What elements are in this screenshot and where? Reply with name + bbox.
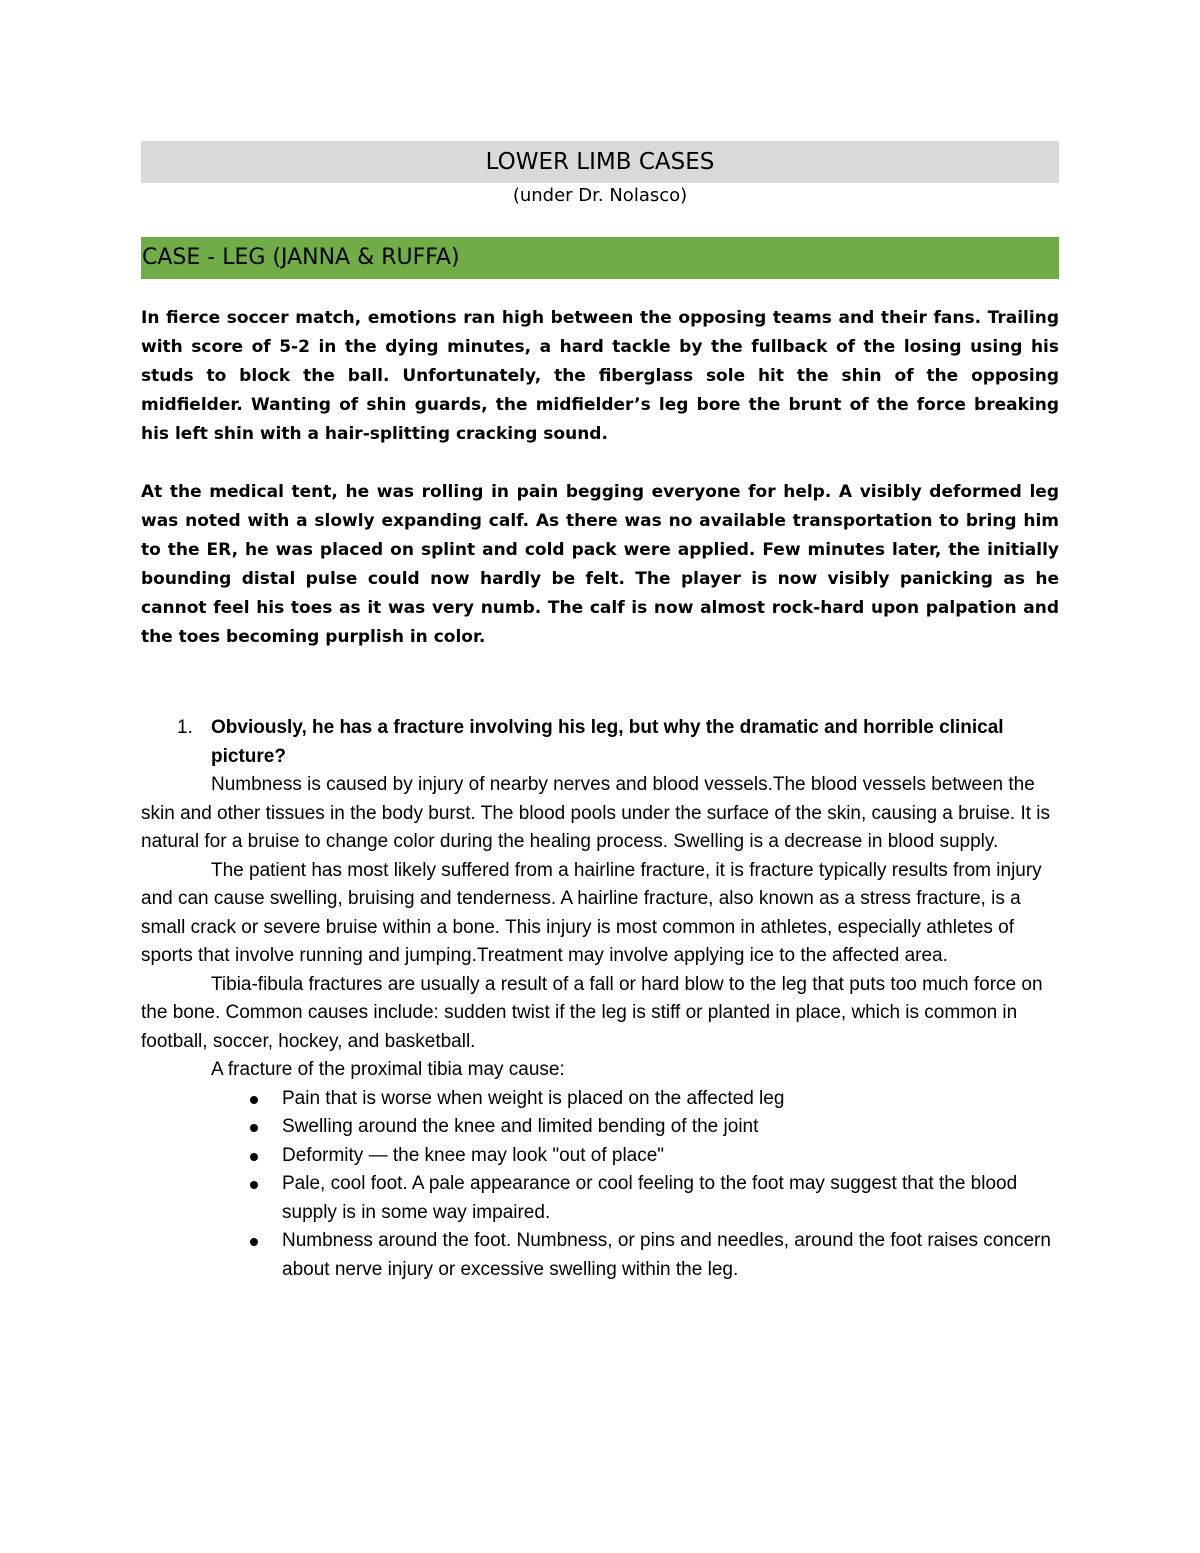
answer-paragraph: Numbness is caused by injury of nearby nerves and blood vessels.The blood vessels between the skin and other tissues in the body burst. The blood pools under the surface of the skin, causing a bruise. It is natural for a bruise to change color during the healing process. Swelling is a decrease in blood supply.	[141, 774, 1051, 852]
document-page	[141, 141, 1059, 1284]
case-paragraph: At the medical tent, he was rolling in pain begging everyone for help. A visibly deformed leg was noted with a slowly expanding calf. As there was no available transportation to bring him to the ER, he was placed on splint and cold pack were applied. Few minutes later, the initially bounding distal pulse could now hardly be felt. The player is now visibly panicking as he cannot feel his toes as it was very numb. The calf is now almost rock-hard upon palpation and the toes becoming purplish in color.	[141, 482, 1059, 647]
bullet-icon	[250, 1238, 258, 1246]
bullet-icon	[250, 1153, 258, 1161]
list-item	[282, 1085, 1059, 1114]
bullet-icon	[250, 1096, 258, 1104]
answer-paragraph: The patient has most likely suffered from a hairline fracture, it is fracture typically results from injury and can cause swelling, bruising and tenderness. A hairline fracture, also known as a stress fracture, is a small crack or severe bruise within a bone. This injury is most common in athletes, especially athletes of sports that involve running and jumping.Treatment may involve applying ice to the affected area.	[141, 859, 1042, 966]
answer-paragraph: Tibia-fibula fractures are usually a result of a fall or hard blow to the leg that puts too much force on the bone. Common causes include: sudden twist if the leg is stiff or planted in place, which is common in football, soccer, hockey, and basketball.	[141, 973, 1043, 1052]
question-block	[141, 714, 1059, 1284]
list-item	[282, 1227, 1059, 1284]
question-number: 1.	[177, 717, 193, 738]
question-text: Obviously, he has a fracture involving his leg, but why the dramatic and horrible clinical picture?	[211, 717, 1004, 767]
list-item-text: Swelling around the knee and limited bending of the joint	[282, 1116, 759, 1137]
list-item	[282, 1113, 1059, 1142]
list-item-text: Pain that is worse when weight is placed on the affected leg	[282, 1087, 785, 1109]
document-subtitle: (under Dr. Nolasco)	[512, 185, 688, 206]
bullet-list	[141, 1085, 1059, 1285]
document-title: LOWER LIMB CASES	[141, 141, 1059, 183]
case-paragraph: In fierce soccer match, emotions ran high between the opposing teams and their fans. Trailing with score of 5-2 in the dying minutes, a hard tackle by the fullback of the losing using his studs to block the ball. Unfortunately, the fiberglass sole hit the shin of the opposing midfielder. Wanting of shin guards, the midfielder’s leg bore the brunt of the force breaking his left shin with a hair-splitting cracking sound.	[141, 308, 1059, 444]
list-intro: A fracture of the proximal tibia may cause:	[211, 1059, 565, 1080]
bullet-icon	[250, 1124, 258, 1132]
list-item-text: Pale, cool foot. A pale appearance or cool feeling to the foot may suggest that the blood supply is in some way impaired.	[282, 1173, 1018, 1223]
list-item	[282, 1142, 1059, 1171]
bullet-icon	[250, 1181, 258, 1189]
question-row	[141, 714, 1059, 771]
case-heading: CASE - LEG (JANNA & RUFFA)	[141, 237, 1059, 279]
list-item	[282, 1170, 1059, 1227]
list-item-text: Numbness around the foot. Numbness, or pins and needles, around the foot raises concern about nerve injury or excessive swelling within the leg.	[282, 1230, 1051, 1280]
list-item-text: Deformity — the knee may look "out of place"	[282, 1144, 665, 1166]
